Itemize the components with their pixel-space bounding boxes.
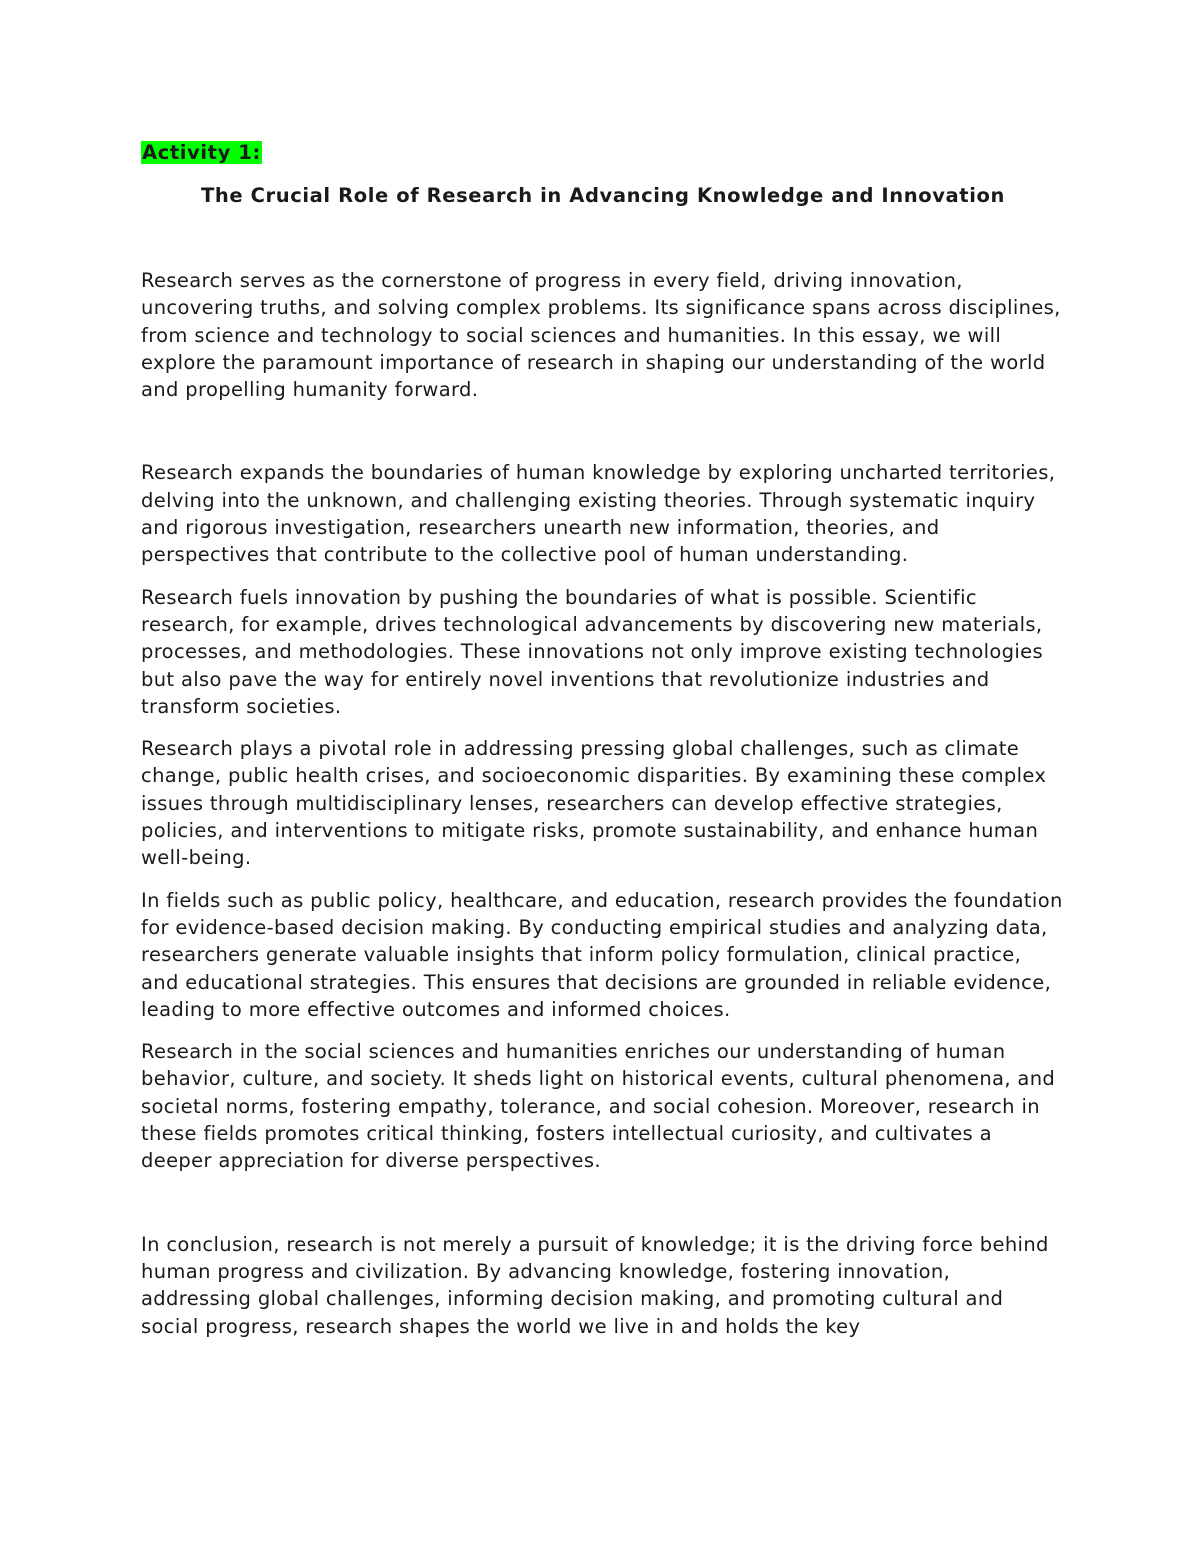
activity-label-highlight: Activity 1: [142,141,261,164]
document-title: The Crucial Role of Research in Advancing Knowledge and Innovation [201,184,1005,207]
paragraph-innovation: Research fuels innovation by pushing the boundaries of what is possible. Scientific research, for example, drives technological advancements by discovering new materials, processes, and methodologies. These innovations not only improve existing technologies but also pave the way for entirely novel inventions that revolutionize industries and transform societies. [141,585,1044,718]
document-body [141,138,1065,1340]
paragraph-social-sciences: Research in the social sciences and humanities enriches our understanding of human behavior, culture, and society. It sheds light on historical events, cultural phenomena, and societal norms, fostering empathy, tolerance, and social cohesion. Moreover, research in these fields promotes critical thinking, fosters intellectual curiosity, and cultivates a deeper appreciation for diverse perspectives. [141,1040,1056,1173]
paragraph-conclusion: In conclusion, research is not merely a pursuit of knowledge; it is the driving force behind human progress and civilization. By advancing knowledge, fostering innovation, addressing global challenges, informing decision making, and promoting cultural and social progress, research shapes the world we live in and holds the key [141,1232,1049,1338]
paragraph-introduction: Research serves as the cornerstone of progress in every field, driving innovation, uncovering truths, and solving complex problems. Its significance spans across disciplines, from science and technology to social sciences and humanities. In this essay, we will explore the paramount importance of research in shaping our understanding of the world and propelling humanity forward. [141,269,1061,402]
paragraph-global-challenges: Research plays a pivotal role in addressing pressing global challenges, such as climate change, public health crises, and socioeconomic disparities. By examining these complex issues through multidisciplinary lenses, researchers can develop effective strategies, policies, and interventions to mitigate risks, promote sustainability, and enhance human well-being. [141,737,1047,870]
activity-heading [141,138,1065,168]
paragraph-knowledge: Research expands the boundaries of human knowledge by exploring uncharted territories, delving into the unknown, and challenging existing theories. Through systematic inquiry and rigorous investigation, researchers unearth new information, theories, and perspectives that contribute to the collective pool of human understanding. [141,461,1056,567]
paragraph-decision-making: In fields such as public policy, healthcare, and education, research provides the foundation for evidence-based decision making. By conducting empirical studies and analyzing data, researchers generate valuable insights that inform policy formulation, clinical practice, and educational strategies. This ensures that decisions are grounded in reliable evidence, leading to more effective outcomes and informed choices. [141,888,1063,1021]
